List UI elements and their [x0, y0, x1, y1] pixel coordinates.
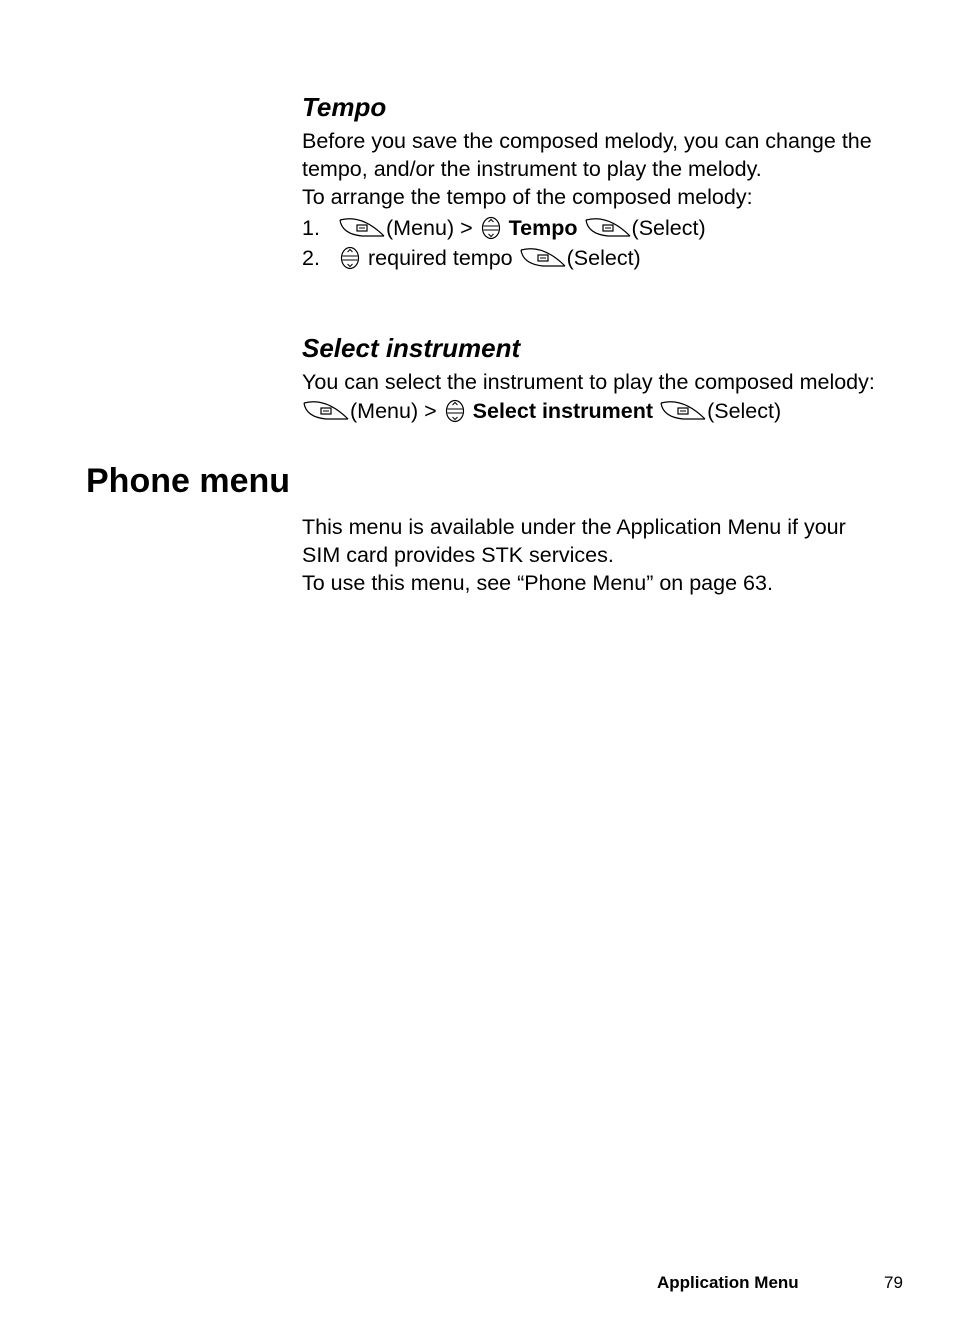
- select-label: (Select): [707, 399, 782, 423]
- navigation-key-icon: [340, 246, 360, 270]
- left-softkey-icon: [519, 247, 567, 269]
- left-softkey-icon: [659, 400, 707, 422]
- required-tempo-text: required tempo: [368, 246, 513, 270]
- left-softkey-icon: [584, 217, 632, 239]
- navigation-key-icon: [481, 216, 501, 240]
- page-footer: [0, 1270, 954, 1296]
- left-softkey-icon: [338, 217, 386, 239]
- select-label: (Select): [566, 246, 641, 270]
- menu-label: (Menu) >: [350, 399, 437, 423]
- phone-menu-section: [302, 513, 922, 597]
- select-instrument-path: [302, 396, 922, 426]
- step-number: 1.: [302, 216, 320, 240]
- tempo-section: [302, 92, 922, 273]
- select-instrument-heading: Select instrument: [302, 333, 521, 363]
- tempo-intro-line-1: Before you save the composed melody, you can change the: [302, 129, 872, 153]
- phone-menu-heading: Phone menu: [86, 462, 291, 500]
- tempo-menu-item: Tempo: [508, 216, 578, 240]
- navigation-key-icon: [445, 399, 465, 423]
- page-number: 79: [884, 1273, 903, 1292]
- select-label: (Select): [631, 216, 706, 240]
- select-instrument-intro: You can select the instrument to play the composed melody:: [302, 370, 875, 394]
- menu-label: (Menu) >: [386, 216, 473, 240]
- footer-section-title: Application Menu: [657, 1273, 799, 1292]
- phone-menu-line-3: To use this menu, see “Phone Menu” on page 63.: [302, 571, 773, 595]
- tempo-step-2: [302, 243, 922, 273]
- phone-menu-line-1: This menu is available under the Application Menu if your: [302, 515, 846, 539]
- tempo-intro-line-2: tempo, and/or the instrument to play the melody.: [302, 157, 762, 181]
- tempo-step-1: [302, 213, 922, 243]
- select-instrument-menu-item: Select instrument: [472, 399, 654, 423]
- tempo-intro-line-3: To arrange the tempo of the composed melody:: [302, 185, 753, 209]
- select-instrument-section: [302, 333, 922, 426]
- tempo-heading: Tempo: [302, 92, 387, 122]
- phone-menu-line-2: SIM card provides STK services.: [302, 543, 614, 567]
- left-softkey-icon: [302, 400, 350, 422]
- step-number: 2.: [302, 246, 320, 270]
